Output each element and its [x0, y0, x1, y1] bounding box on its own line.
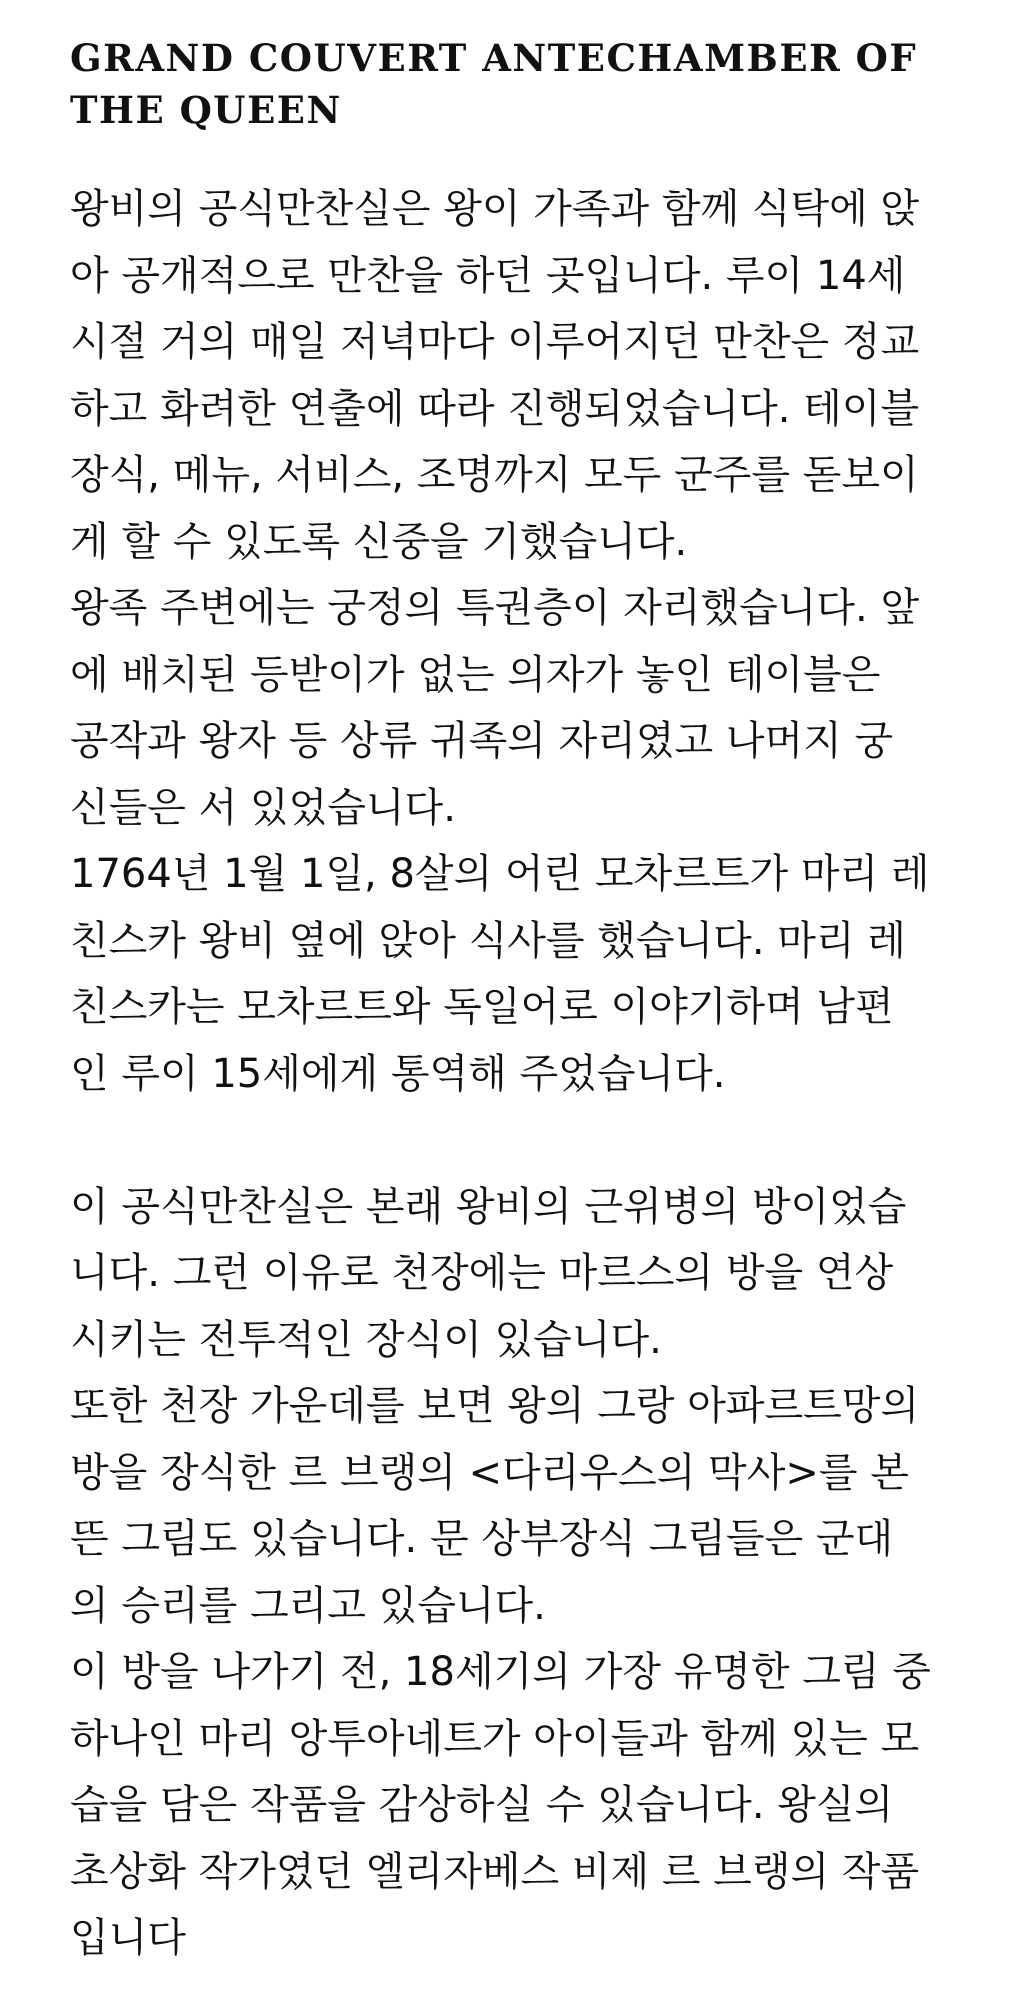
body-line: 뜬 그림도 있습니다. 문 상부장식 그림들은 군대	[70, 1516, 894, 1562]
body-line: 친스카 왕비 옆에 앉아 식사를 했습니다. 마리 레	[70, 917, 906, 964]
body-line: 게 할 수 있도록 신중을 기했습니다.	[70, 518, 688, 565]
body-line: 아 공개적으로 만찬을 하던 곳입니다. 루이 14세	[70, 252, 906, 299]
body-line: 공작과 왕자 등 상류 귀족의 자리였고 나머지 궁	[70, 718, 894, 764]
body-line: 니다. 그런 이유로 천장에는 마르스의 방을 연상	[70, 1250, 894, 1296]
body-line: 습을 담은 작품을 감상하실 수 있습니다. 왕실의	[70, 1782, 894, 1828]
body-line: 에 배치된 등받이가 없는 의자가 놓인 테이블은	[70, 651, 881, 698]
article-body	[70, 176, 970, 1972]
body-line: 하고 화려한 연출에 따라 진행되었습니다. 테이블	[70, 385, 920, 432]
paragraph-break	[70, 1107, 970, 1174]
body-line: 신들은 서 있었습니다.	[70, 784, 456, 831]
body-line: 의 승리를 그리고 있습니다.	[70, 1582, 546, 1629]
body-line: 시키는 전투적인 장식이 있습니다.	[70, 1316, 662, 1363]
body-line: 장식, 메뉴, 서비스, 조명까지 모두 군주를 돋보이	[70, 452, 919, 498]
body-line: 이 방을 나가기 전, 18세기의 가장 유명한 그림 중	[70, 1649, 931, 1695]
body-line: 방을 장식한 르 브랭의 <다리우스의 막사>를 본	[70, 1449, 909, 1496]
body-line: 이 공식만찬실은 본래 왕비의 근위병의 방이었습	[70, 1183, 907, 1230]
body-line: 시절 거의 매일 저녁마다 이루어지던 만찬은 정교	[70, 319, 920, 365]
body-line: 하나인 마리 앙투아네트가 아이들과 함께 있는 모	[70, 1715, 920, 1762]
body-line: 입니다	[70, 1915, 186, 1961]
article-title: GRAND COUVERT ANTECHAMBER OF THE QUEEN	[70, 36, 918, 132]
body-line: 왕족 주변에는 궁정의 특권층이 자리했습니다. 앞	[70, 585, 920, 631]
body-line: 1764년 1월 1일, 8살의 어린 모차르트가 마리 레	[70, 851, 930, 897]
body-line: 초상화 작가였던 엘리자베스 비제 르 브랭의 작품	[70, 1848, 920, 1895]
body-line: 왕비의 공식만찬실은 왕이 가족과 함께 식탁에 앉	[70, 186, 920, 232]
body-line: 친스카는 모차르트와 독일어로 이야기하며 남편	[70, 984, 894, 1030]
article	[70, 32, 970, 1972]
body-line: 또한 천장 가운데를 보면 왕의 그랑 아파르트망의	[70, 1383, 920, 1429]
body-line: 인 루이 15세에게 통역해 주었습니다.	[70, 1050, 726, 1097]
